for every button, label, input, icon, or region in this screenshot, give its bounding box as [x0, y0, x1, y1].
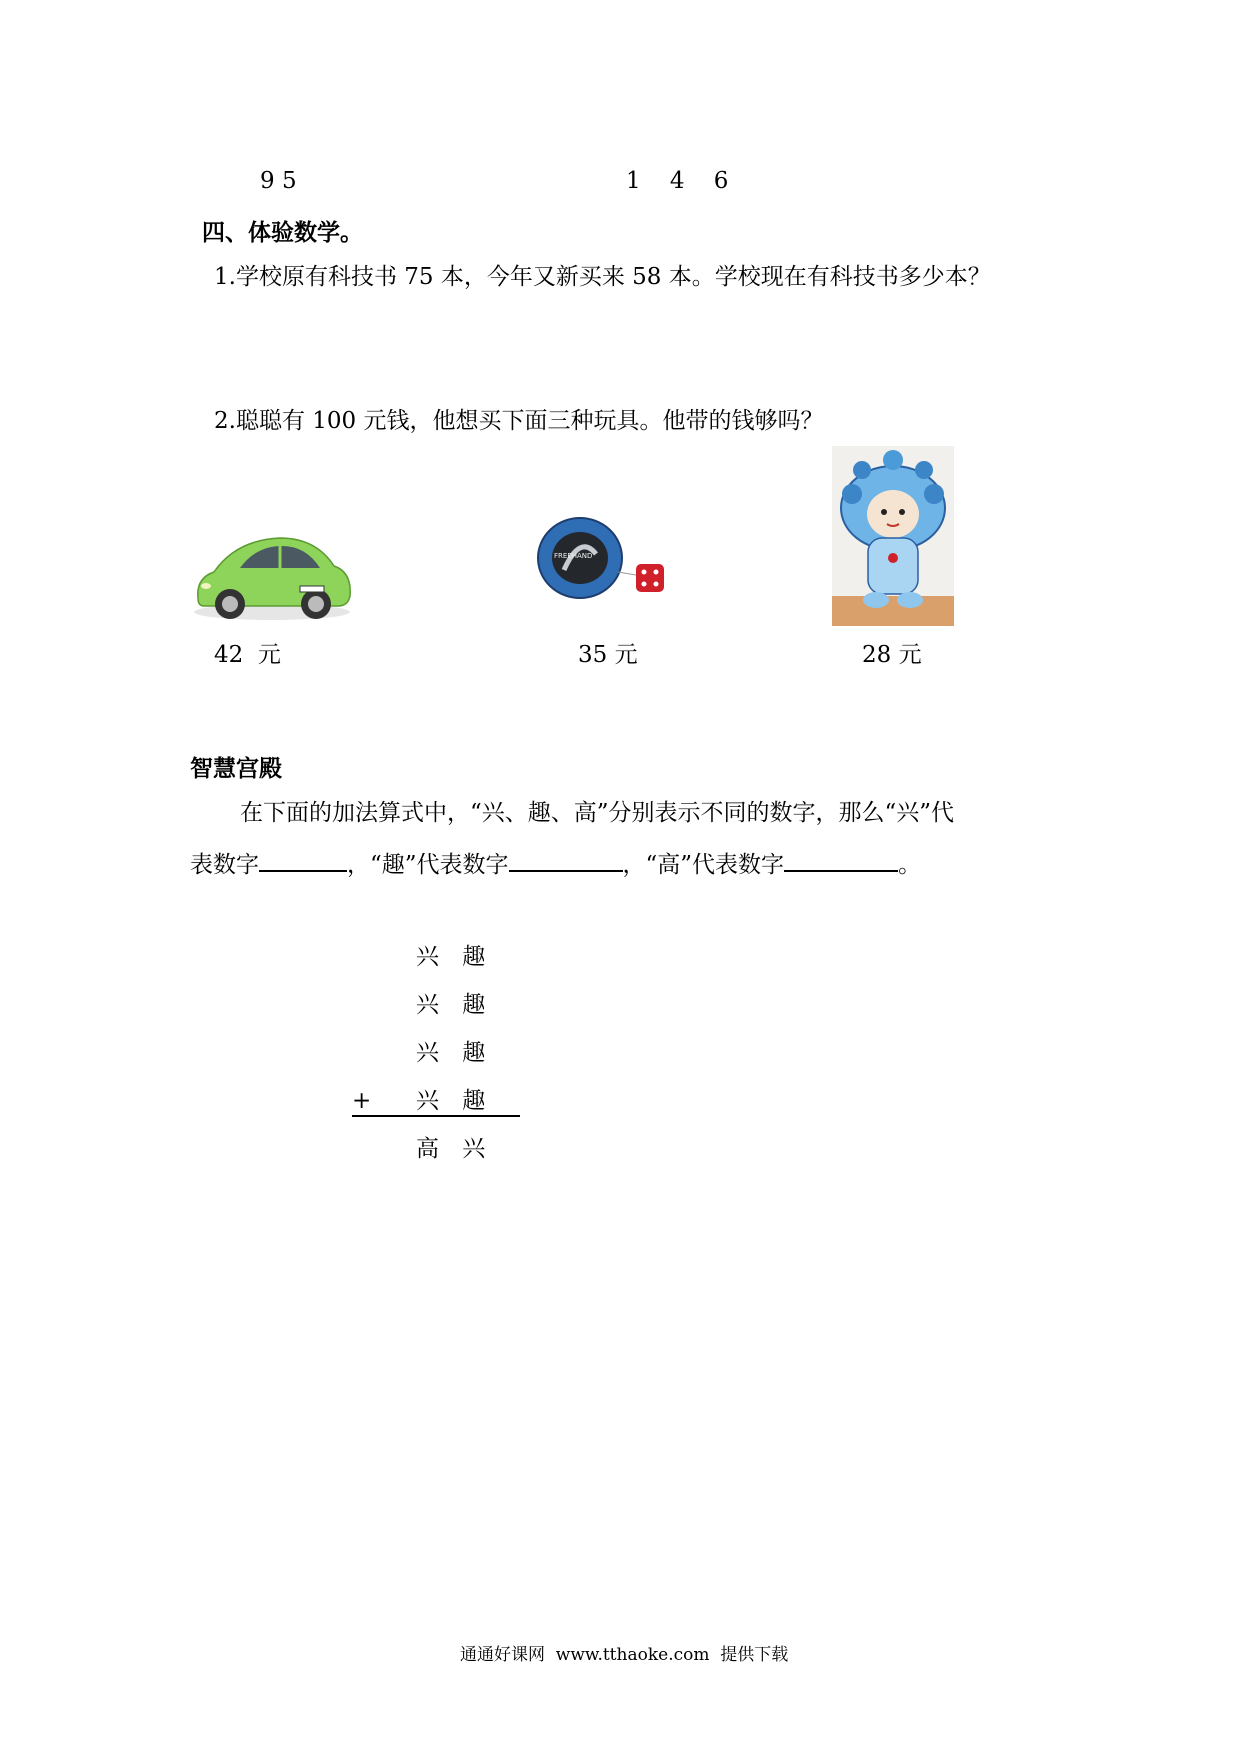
wisdom-line-2-part-b: ，“趣”代表数字 [347, 852, 509, 878]
equation-row-3: 兴 趣 [416, 1040, 494, 1066]
yoyo-price: 35 元 [578, 642, 638, 668]
equation-result: 高 兴 [416, 1136, 494, 1162]
equation-sum-line [352, 1115, 520, 1117]
mascot-doll-image [832, 446, 954, 626]
svg-text:FREEHAND: FREEHAND [554, 552, 593, 560]
wisdom-line-2 [190, 846, 921, 880]
wisdom-line-2-part-a: 表数字 [190, 852, 259, 878]
yoyo-image [532, 514, 672, 604]
wisdom-line-2-part-d: 。 [898, 852, 922, 878]
toy-car-price: 42 元 [214, 642, 281, 668]
gao-answer-blank[interactable] [784, 846, 898, 872]
footer-credit: 通通好课网 www.tthaoke.com 提供下载 [460, 1645, 789, 1665]
top-numbers-left: 9 5 [260, 168, 297, 194]
toy-car-image [188, 520, 356, 628]
mascot-doll-price: 28 元 [862, 642, 922, 668]
wisdom-heading: 智慧宫殿 [190, 756, 282, 782]
wisdom-line-1: 在下面的加法算式中，“兴、趣、高”分别表示不同的数字，那么“兴”代 [240, 800, 955, 826]
wisdom-line-2-part-c: ，“高”代表数字 [622, 852, 785, 878]
equation-row-4: 兴 趣 [416, 1088, 494, 1114]
section-four-heading: 四、体验数学。 [202, 220, 363, 246]
equation-row-1: 兴 趣 [416, 944, 494, 970]
equation-plus-sign: + [352, 1088, 380, 1114]
qu-answer-blank[interactable] [509, 846, 623, 872]
xing-answer-blank[interactable] [259, 846, 347, 872]
question-1: 1.学校原有科技书 75 本，今年又新买来 58 本。学校现在有科技书多少本？ [214, 264, 991, 290]
question-2: 2.聪聪有 100 元钱，他想买下面三种玩具。他带的钱够吗？ [214, 408, 824, 434]
equation-row-2: 兴 趣 [416, 992, 494, 1018]
top-numbers-right: 1 4 6 [626, 168, 729, 194]
